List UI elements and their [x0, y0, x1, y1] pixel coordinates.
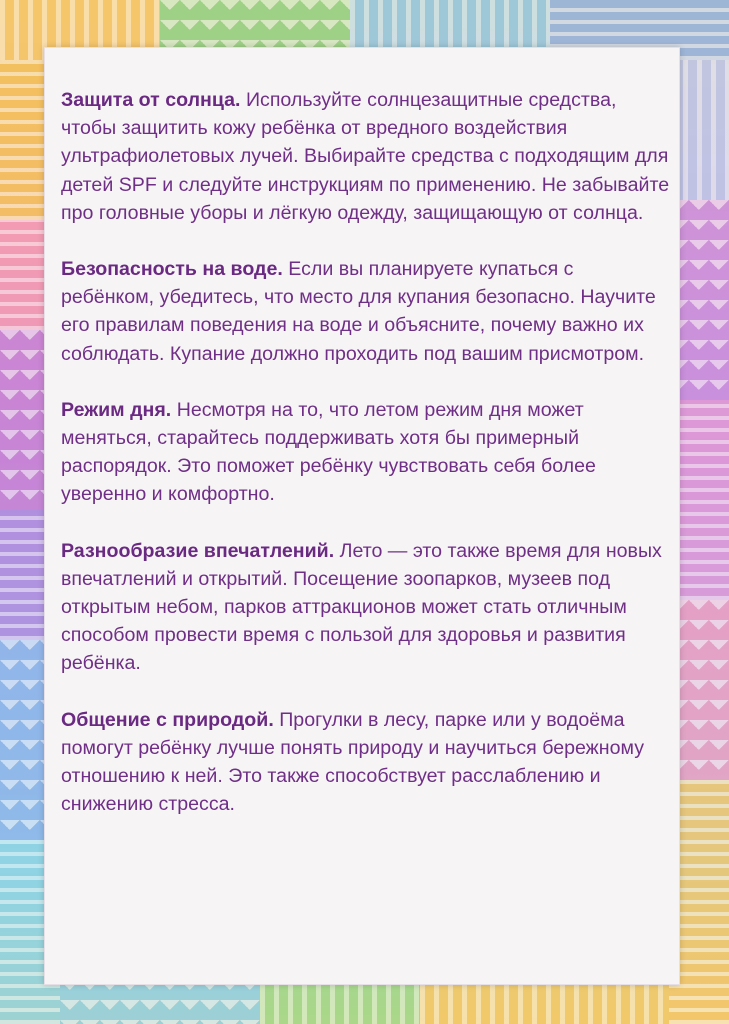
background-patch [60, 980, 260, 1024]
section-title: Режим дня. [61, 398, 172, 421]
section-text: Используйте солнцезащитные средства, чтобы защитить кожу ребёнка от вредного воздействия ультрафиолетовых лучей. Выбирайте средства с подходящим для детей SPF и следуйте инструкциям по применению. Не забывайте про головные уборы и лёгкую одежду, защищающую от солнца. [61, 89, 670, 224]
section-new-experiences [61, 537, 671, 678]
section-text: Прогулки в лесу, парке или у водоёма помогут ребёнку лучше понять природу и научиться бережному отношению к ней. Это также способствует расслаблению и снижению стресса. [61, 708, 644, 816]
section-title: Защита от солнца. [61, 89, 241, 111]
article-content [61, 86, 671, 846]
text-panel [44, 47, 680, 985]
section-sun-protection [61, 86, 671, 227]
section-title: Безопасность на воде. [61, 258, 283, 281]
section-daily-routine [61, 396, 671, 509]
section-water-safety [61, 255, 671, 368]
section-nature [61, 706, 671, 819]
section-title: Разнообразие впечатлений. [61, 539, 335, 562]
background-patch [420, 980, 669, 1024]
section-text: Лето — это также время для новых впечатлений и открытий. Посещение зоопарков, музеев под открытым небом, парков аттракционов может стать отличным способом провести время с пользой для здоровья и развития ребёнка. [61, 539, 662, 675]
section-text: Если вы планируете купаться с ребёнком, убедитесь, что место для купания безопасно. Научите его правилам поведения на воде и объясните, почему важно их соблюдать. Купание должно проходить под вашим присмотром. [61, 258, 656, 365]
background-patch [260, 980, 420, 1024]
section-text: Несмотря на то, что летом режим дня может меняться, старайтесь поддерживать хотя бы примерный распорядок. Это поможет ребёнку чувствовать себя более уверенно и комфортно. [61, 398, 596, 506]
section-title: Общение с природой. [61, 708, 274, 731]
